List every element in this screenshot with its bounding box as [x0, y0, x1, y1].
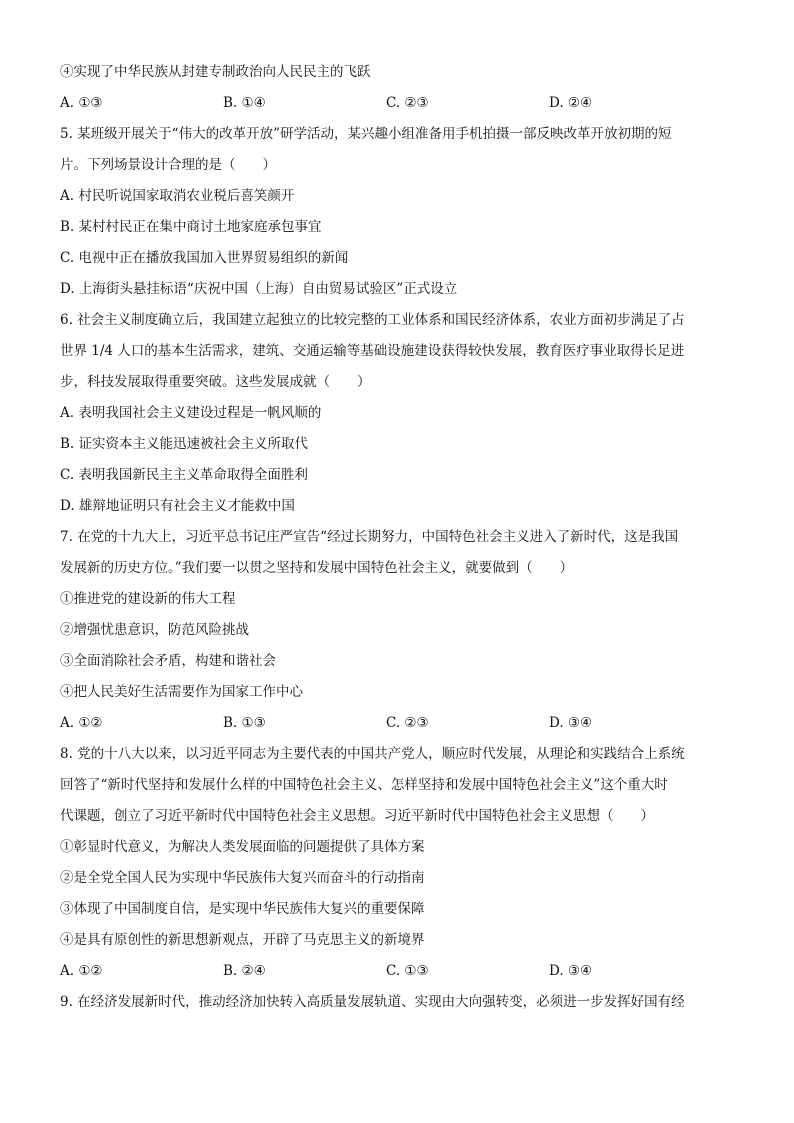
- text-line: ①彰显时代意义，为解决人类发展面临的问题提供了具体方案: [60, 839, 425, 855]
- text-line: 9. 在经济发展新时代，推动经济加快转入高质量发展轨道、实现由大向强转变，必须进一步发挥好国有经: [60, 994, 685, 1010]
- text-line: ③体现了中国制度自信，是实现中华民族伟大复兴的重要保障: [60, 901, 425, 917]
- answer-option: A. ①②: [60, 963, 103, 979]
- text-line: C. 表明我国新民主主义革命取得全面胜利: [60, 467, 308, 483]
- text-line: D. 上海街头悬挂标语“庆祝中国（上海）自由贸易试验区”正式设立: [60, 281, 458, 297]
- text-line: B. 证实资本主义能迅速被社会主义所取代: [60, 436, 309, 452]
- text-line: ②增强忧患意识，防范风险挑战: [60, 622, 249, 638]
- answer-option: D. ②④: [549, 95, 593, 111]
- text-line: A. 表明我国社会主义建设过程是一帆风顺的: [60, 405, 322, 421]
- text-line: ②是全党全国人民为实现中华民族伟大复兴而奋斗的行动指南: [60, 870, 425, 886]
- text-line: 步，科技发展取得重要突破。这些发展成就（ ）: [60, 374, 371, 390]
- text-line: 8. 党的十八大以来，以习近平同志为主要代表的中国共产党人，顺应时代发展，从理论和实践结合上系统: [60, 746, 685, 762]
- text-line: 片。下列场景设计合理的是（ ）: [60, 157, 276, 173]
- answer-options-row: [60, 93, 740, 114]
- text-line: 世界 1/4 人口的基本生活需求，建筑、交通运输等基础设施建设获得较快发展，教育医疗事业取得长足进: [60, 343, 685, 359]
- answer-option: C. ②③: [386, 95, 429, 111]
- answer-option: B. ①③: [223, 715, 266, 731]
- answer-option: D. ③④: [549, 963, 593, 979]
- answer-option: C. ②③: [386, 715, 429, 731]
- text-line: B. 某村村民正在集中商讨土地家庭承包事宜: [60, 219, 322, 235]
- text-line: 发展新的历史方位。”我们要一以贯之坚持和发展中国特色社会主义，就要做到（ ）: [60, 560, 574, 576]
- text-line: ③全面消除社会矛盾，构建和谐社会: [60, 653, 276, 669]
- text-line: ④实现了中华民族从封建专制政治向人民民主的飞跃: [60, 64, 371, 80]
- answer-options-row: [60, 961, 740, 982]
- text-line: A. 村民听说国家取消农业税后喜笑颜开: [60, 188, 295, 204]
- text-line: D. 雄辩地证明只有社会主义才能救中国: [60, 498, 295, 514]
- exam-page: [60, 62, 740, 1023]
- answer-option: A. ①②: [60, 715, 103, 731]
- text-line: ①推进党的建设新的伟大工程: [60, 591, 236, 607]
- answer-options-row: [60, 713, 740, 734]
- text-line: 代课题，创立了习近平新时代中国特色社会主义思想。习近平新时代中国特色社会主义思想（ ）: [60, 808, 654, 824]
- text-line: C. 电视中正在播放我国加入世界贸易组织的新闻: [60, 250, 349, 266]
- answer-option: D. ③④: [549, 715, 593, 731]
- text-line: 回答了“新时代坚持和发展什么样的中国特色社会主义、怎样坚持和发展中国特色社会主义”这个重大时: [60, 777, 668, 793]
- text-line: ④把人民美好生活需要作为国家工作中心: [60, 684, 303, 700]
- answer-option: B. ②④: [223, 963, 266, 979]
- text-line: ④是具有原创性的新思想新观点，开辟了马克思主义的新境界: [60, 932, 425, 948]
- answer-option: B. ①④: [223, 95, 266, 111]
- text-line: 7. 在党的十九大上，习近平总书记庄严宣告“经过长期努力，中国特色社会主义进入了新时代，这是我国: [60, 529, 679, 545]
- answer-option: C. ①③: [386, 963, 429, 979]
- text-line: 5. 某班级开展关于“伟大的改革开放”研学活动，某兴趣小组准备用手机拍摄一部反映改革开放初期的短: [60, 126, 672, 142]
- answer-option: A. ①③: [60, 95, 103, 111]
- text-line: 6. 社会主义制度确立后，我国建立起独立的比较完整的工业体系和国民经济体系，农业方面初步满足了占: [60, 312, 685, 328]
